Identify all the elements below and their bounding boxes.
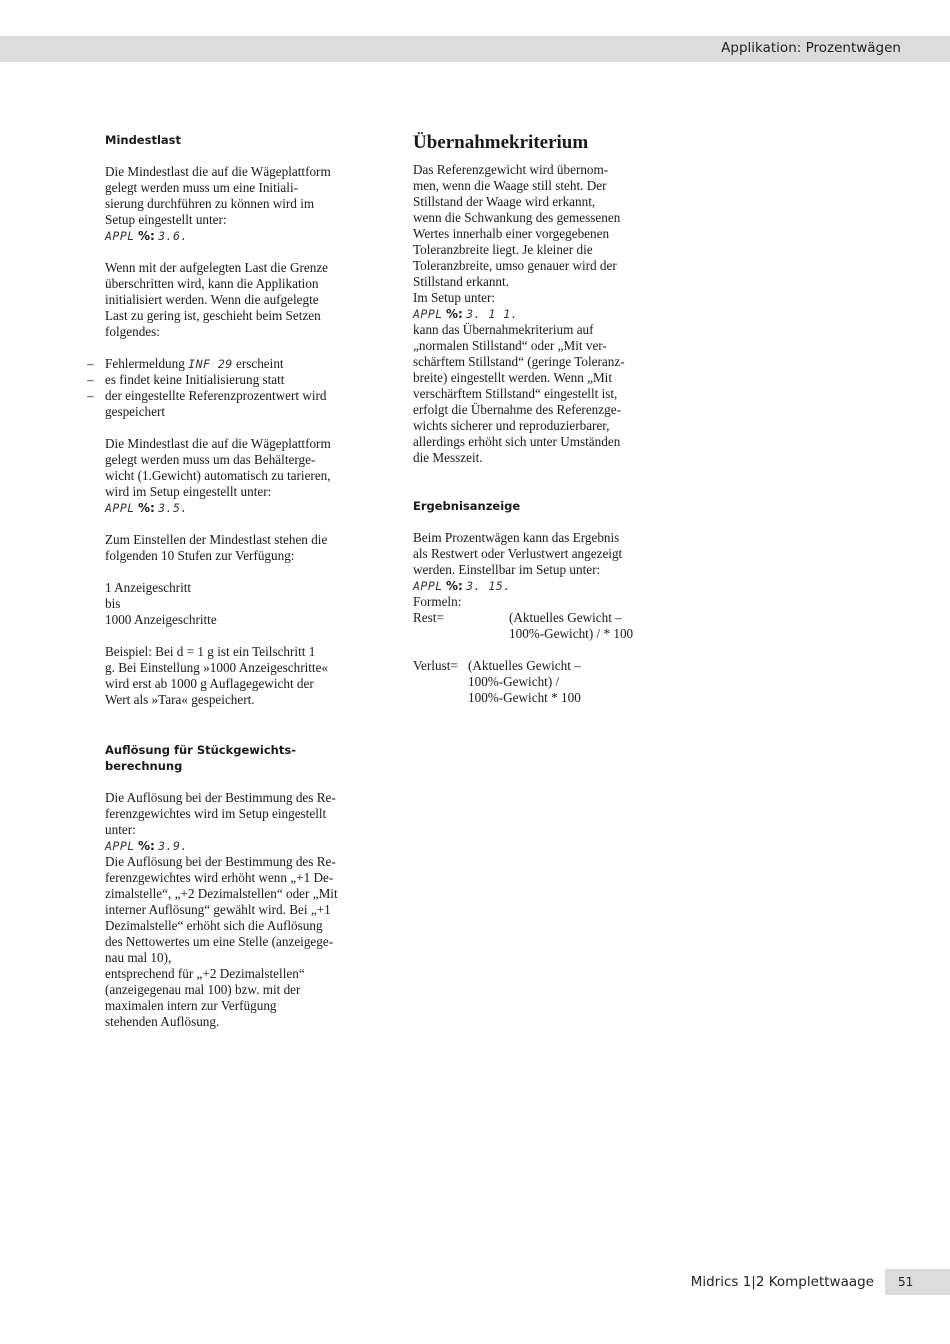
paragraph-referenzgewicht: Das Referenzgewicht wird übernom- men, wenn die Waage still steht. Der Stillstand der Waage wird erkannt, wenn die Schwankung des gemessenen Wertes innerhalb einer vorgegebenen Toleranzbreite liegt. Je kleiner die Toleranzbreite, umso genauer wird der Stillstand erkannt. Im Setup unter:	[413, 162, 621, 305]
formeln-label: Formeln:	[413, 594, 462, 609]
paragraph-aufloesung-intro: Die Auflösung bei der Bestimmung des Re- ferenzgewichtes wird im Setup eingestellt unter:	[105, 790, 336, 837]
setup-code-3-6: APPL %: 3.6.	[105, 229, 188, 243]
list-item: – es findet keine Initialisierung statt	[87, 372, 285, 387]
left-column	[87, 132, 365, 1030]
error-code: INF 29	[188, 357, 233, 371]
heading-uebernahmekriterium: Übernahmekriterium	[413, 132, 589, 153]
paragraph-stufen-range: 1 Anzeigeschritt bis 1000 Anzeigeschritte	[105, 580, 217, 627]
paragraph-ergebnis: Beim Prozentwägen kann das Ergebnis als Restwert oder Verlustwert angezeigt werden. Einstellbar im Setup unter:	[413, 530, 623, 577]
heading-ergebnisanzeige: Ergebnisanzeige	[413, 499, 521, 513]
footer-title: Midrics 1|2 Komplettwaage	[690, 1274, 874, 1290]
consequence-list	[87, 356, 365, 420]
setup-code-3-11: APPL %: 3. 1 1.	[413, 307, 519, 321]
list-item: – der eingestellte Referenzprozentwert wird gespeichert	[87, 388, 327, 419]
heading-aufloesung: Auflösung für Stückgewichts- berechnung	[105, 743, 296, 773]
paragraph-aufloesung-detail: Die Auflösung bei der Bestimmung des Re- ferenzgewichtes wird erhöht wenn „+1 De- zimalstelle“, „+2 Dezimalstellen“ oder „Mit interner Auflösung“ gewählt wird. Bei „+1 Dezimalstelle“ erhöht sich die Auflösung des Nettowertes um eine Stelle (anzeigege- nau mal 10), entsprechend für „+2 Dezimalstellen“ (anzeigegenau mal 100) bzw. mit der maximalen intern zur Verfügung stehenden Auflösung.	[105, 854, 338, 1029]
heading-mindestlast: Mindestlast	[105, 133, 181, 147]
setup-code-3-5: APPL %: 3.5.	[105, 501, 188, 515]
setup-code-3-15: APPL %: 3. 15.	[413, 579, 511, 593]
paragraph-grenze: Wenn mit der aufgelegten Last die Grenze überschritten wird, kann die Applikation initialisiert werden. Wenn die aufgelegte Last zu gering ist, geschieht beim Setzen folgendes:	[105, 260, 329, 339]
footer-page-box	[885, 1269, 950, 1295]
formula-verlust: Verlust= (Aktuelles Gewicht – 100%-Gewicht) / 100%-Gewicht * 100	[413, 658, 581, 705]
right-column	[413, 132, 663, 706]
page-number: 51	[898, 1275, 914, 1289]
setup-code-3-9: APPL %: 3.9.	[105, 839, 188, 853]
paragraph-mindestlast-intro: Die Mindestlast die auf die Wägeplattform gelegt werden muss um eine Initiali- sierung durchführen zu können wird im Setup eingestellt unter:	[105, 164, 331, 227]
list-item: – Fehlermeldung INF 29 erscheint	[87, 356, 284, 371]
page-header-title: Applikation: Prozentwägen	[721, 40, 901, 56]
paragraph-stufen: Zum Einstellen der Mindestlast stehen die folgenden 10 Stufen zur Verfügung:	[105, 532, 328, 563]
paragraph-uebernahme-detail: kann das Übernahmekriterium auf „normalen Stillstand“ oder „Mit ver- schärftem Stillstand“ (geringe Toleranz- breite) eingestellt werden. Wenn „Mit verschärftem Stillstand“ eingestellt ist, erfolgt die Übernahme des Referenzge- wichts sicherer und reproduzierbarer, allerdings erhöht sich unter Umständen die Messzeit.	[413, 322, 625, 465]
paragraph-beispiel: Beispiel: Bei d = 1 g ist ein Teilschritt 1 g. Bei Einstellung »1000 Anzeigeschritte« wird erst ab 1000 g Auflagegewicht der Wert als »Tara« gespeichert.	[105, 644, 329, 707]
paragraph-behaeltergewicht: Die Mindestlast die auf die Wägeplattform gelegt werden muss um das Behälterge- wicht (1.Gewicht) automatisch zu tarieren, wird im Setup eingestellt unter:	[105, 436, 331, 499]
formula-rest: Rest= (Aktuelles Gewicht – 100%-Gewicht) / * 100	[413, 610, 634, 641]
